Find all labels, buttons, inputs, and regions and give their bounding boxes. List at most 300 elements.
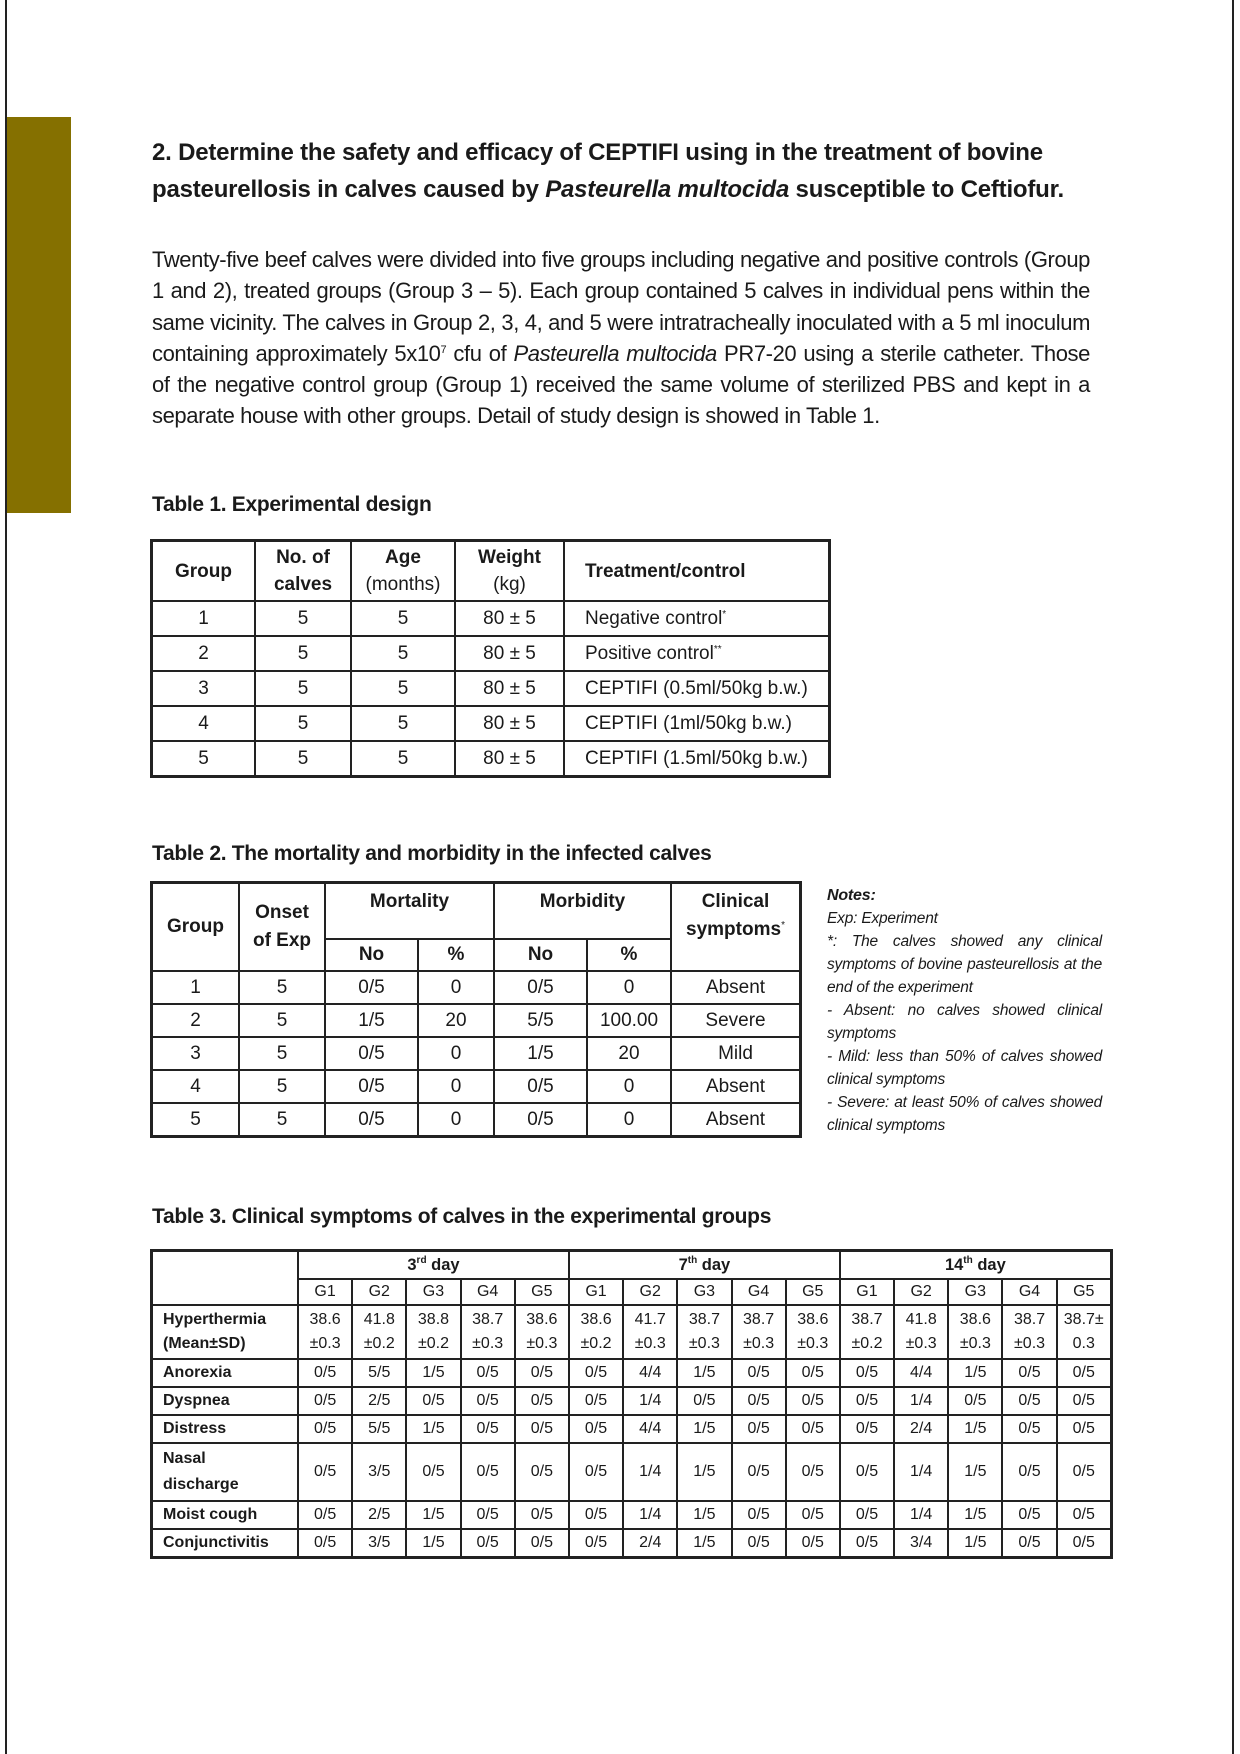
heading-text-end: susceptible to Ceftiofur. — [789, 176, 1064, 203]
t3-cell: 0/5 — [461, 1501, 515, 1529]
t1-treatment-text: CEPTIFI (1ml/50kg b.w.) — [585, 712, 792, 734]
t2-cell-morb-no: 1/5 — [494, 1037, 587, 1070]
t2-cell-morb-pct: 100.00 — [587, 1004, 671, 1037]
t3-cell: 4/4 — [894, 1359, 948, 1387]
t3-cell: 2/4 — [894, 1415, 948, 1443]
t3-cell: 0/5 — [840, 1443, 894, 1501]
t3-cell: 0/5 — [515, 1501, 569, 1529]
t2-header-mortality: Mortality — [325, 883, 494, 939]
t3-cell: 5/5 — [352, 1359, 406, 1387]
t3-cell: 0/5 — [1002, 1501, 1056, 1529]
t3-cell — [352, 1305, 406, 1359]
t2-h-clinical-1: Clinical — [701, 891, 770, 912]
t1-cell-age: 5 — [351, 601, 455, 636]
t3-cell: 1/4 — [894, 1443, 948, 1501]
t2-header-morbidity: Morbidity — [494, 883, 671, 939]
t2-cell-group: 3 — [152, 1037, 239, 1070]
t3-cell: 1/5 — [406, 1415, 460, 1443]
t3-mean: 38.6 — [959, 1311, 991, 1328]
t3-cell: 1/5 — [677, 1443, 731, 1501]
t3-row-label — [152, 1443, 298, 1501]
t3-cell: 0/5 — [406, 1443, 460, 1501]
table3-row — [152, 1443, 1111, 1501]
t1-h-weight-2: (kg) — [493, 574, 526, 595]
t3-day-sup: th — [687, 1254, 698, 1266]
t3-group-header: G1 — [569, 1279, 623, 1305]
t1-cell-group: 1 — [152, 601, 255, 636]
t2-h-clinical-2: symptoms — [686, 919, 782, 940]
t2-cell-mort-pct: 0 — [418, 971, 494, 1004]
t3-cell: 1/4 — [623, 1443, 677, 1501]
note-line: - Absent: no calves showed clinical symptoms — [827, 1002, 1102, 1042]
t3-cell: 3/5 — [352, 1443, 406, 1501]
t3-group-header: G2 — [894, 1279, 948, 1305]
t3-row-label — [152, 1359, 298, 1387]
t3-cell: 0/5 — [1057, 1359, 1111, 1387]
t3-row-label-2: (Mean±SD) — [163, 1335, 246, 1352]
t2-cell-group: 2 — [152, 1004, 239, 1037]
t3-cell: 0/5 — [732, 1501, 786, 1529]
t1-header-group: Group — [152, 541, 255, 601]
t3-cell: 1/5 — [677, 1415, 731, 1443]
t3-sd: ±0.3 — [743, 1335, 775, 1352]
t3-cell: 0/5 — [515, 1387, 569, 1415]
t1-h-age-1: Age — [385, 547, 421, 568]
table1-row — [152, 741, 829, 776]
t3-cell — [623, 1305, 677, 1359]
t3-cell: 1/5 — [677, 1529, 731, 1557]
t3-mean: 41.7 — [634, 1311, 666, 1328]
t1-cell-group: 2 — [152, 636, 255, 671]
t2-cell-mort-no: 0/5 — [325, 971, 418, 1004]
t3-group-header: G5 — [1057, 1279, 1111, 1305]
t3-cell: 0/5 — [1002, 1443, 1056, 1501]
t1-treatment-text: Positive control — [585, 642, 714, 664]
t3-day-label: day — [697, 1255, 731, 1274]
t3-cell: 0/5 — [732, 1529, 786, 1557]
t1-cell-calves: 5 — [255, 601, 351, 636]
table3-row — [152, 1415, 1111, 1443]
t3-group-header: G1 — [298, 1279, 352, 1305]
t1-cell-age: 5 — [351, 741, 455, 776]
t3-mean: 38.7± — [1063, 1311, 1104, 1328]
t3-cell: 0/5 — [732, 1359, 786, 1387]
t3-cell — [786, 1305, 840, 1359]
t3-cell: 0/5 — [515, 1359, 569, 1387]
t3-cell: 0/5 — [515, 1529, 569, 1557]
t2-cell-clinical: Absent — [671, 1103, 800, 1136]
t2-cell-morb-pct: 0 — [587, 1103, 671, 1136]
t3-group-header: G4 — [1002, 1279, 1056, 1305]
t3-cell: 0/5 — [461, 1415, 515, 1443]
note-line: Exp: Experiment — [827, 910, 938, 927]
table2-row — [152, 1070, 800, 1103]
t1-h-age-2: (months) — [365, 574, 441, 595]
t2-cell-clinical: Mild — [671, 1037, 800, 1070]
t1-h-calves-1: No. of — [276, 547, 330, 568]
t3-day-header — [569, 1251, 840, 1279]
t3-sd: 0.3 — [1072, 1335, 1095, 1352]
t2-cell-mort-pct: 0 — [418, 1103, 494, 1136]
t3-row-label-1: Distress — [163, 1420, 227, 1437]
t2-cell-mort-pct: 0 — [418, 1037, 494, 1070]
t3-group-header: G2 — [623, 1279, 677, 1305]
t1-cell-treatment — [564, 601, 829, 636]
t3-row-label-1: Anorexia — [163, 1364, 232, 1381]
t1-cell-treatment — [564, 671, 829, 706]
t3-cell: 0/5 — [786, 1443, 840, 1501]
t2-cell-onset: 5 — [239, 971, 325, 1004]
t1-h-weight-1: Weight — [478, 547, 541, 568]
t2-cell-mort-no: 0/5 — [325, 1103, 418, 1136]
t2-cell-morb-pct: 20 — [587, 1037, 671, 1070]
t3-sd: ±0.3 — [634, 1335, 666, 1352]
t3-cell: 0/5 — [569, 1415, 623, 1443]
t2-cell-clinical: Severe — [671, 1004, 800, 1037]
t3-sd: ±0.3 — [526, 1335, 558, 1352]
table1-header-row — [152, 541, 829, 601]
t3-cell: 0/5 — [461, 1387, 515, 1415]
t3-cell: 1/5 — [948, 1415, 1002, 1443]
para-exponent: 7 — [440, 343, 447, 356]
t2-cell-morb-pct: 0 — [587, 1070, 671, 1103]
t1-cell-calves: 5 — [255, 671, 351, 706]
t3-cell: 0/5 — [1057, 1387, 1111, 1415]
t1-cell-weight: 80 ± 5 — [455, 741, 564, 776]
t3-cell: 0/5 — [786, 1359, 840, 1387]
t1-header-age — [351, 541, 455, 601]
t3-cell — [569, 1305, 623, 1359]
t3-cell: 0/5 — [840, 1387, 894, 1415]
t2-h-clinical-mark: * — [781, 920, 785, 931]
t2-cell-onset: 5 — [239, 1004, 325, 1037]
t3-group-header: G4 — [461, 1279, 515, 1305]
note-line: - Mild: less than 50% of calves showed clinical symptoms — [827, 1048, 1102, 1088]
table3-row — [152, 1529, 1111, 1557]
t2-cell-mort-pct: 0 — [418, 1070, 494, 1103]
t3-cell: 0/5 — [786, 1529, 840, 1557]
t3-group-header: G3 — [948, 1279, 1002, 1305]
t3-cell: 0/5 — [569, 1501, 623, 1529]
t3-group-header: G4 — [732, 1279, 786, 1305]
t2-cell-group: 4 — [152, 1070, 239, 1103]
t3-day-label: day — [972, 1255, 1006, 1274]
t3-cell: 0/5 — [515, 1415, 569, 1443]
t2-cell-mort-no: 0/5 — [325, 1070, 418, 1103]
t2-cell-morb-no: 0/5 — [494, 1070, 587, 1103]
t3-cell — [298, 1305, 352, 1359]
t2-cell-mort-no: 1/5 — [325, 1004, 418, 1037]
t3-cell: 0/5 — [1057, 1501, 1111, 1529]
t3-group-header: G1 — [840, 1279, 894, 1305]
t3-row-label-1: Nasal — [163, 1450, 206, 1467]
t3-row-label-2: discharge — [163, 1476, 239, 1493]
t3-sd: ±0.3 — [797, 1335, 829, 1352]
t3-row-label-1: Dyspnea — [163, 1392, 230, 1409]
t1-treatment-text: CEPTIFI (1.5ml/50kg b.w.) — [585, 747, 808, 769]
table3-title: Table 3. Clinical symptoms of calves in the experimental groups — [152, 1205, 772, 1228]
t2-header-mort-no: No — [325, 939, 418, 971]
t3-cell: 4/4 — [623, 1415, 677, 1443]
t1-treatment-mark: ** — [713, 643, 722, 655]
t3-cell: 1/5 — [948, 1529, 1002, 1557]
t3-cell: 1/4 — [623, 1387, 677, 1415]
t3-cell: 0/5 — [298, 1443, 352, 1501]
t3-day-num: 7 — [678, 1255, 688, 1274]
t3-cell: 0/5 — [569, 1359, 623, 1387]
t3-cell — [1057, 1305, 1111, 1359]
t1-cell-group: 5 — [152, 741, 255, 776]
heading-text: 2. Determine the safety and efficacy of CEPTIFI using in the treatment of bovine pasteurellosis in calves caused by — [152, 139, 1043, 203]
t3-cell: 1/4 — [894, 1387, 948, 1415]
t3-cell: 1/5 — [406, 1359, 460, 1387]
t3-day-sup: th — [963, 1254, 973, 1266]
t3-cell: 1/4 — [623, 1501, 677, 1529]
t3-cell: 1/5 — [406, 1529, 460, 1557]
t2-cell-onset: 5 — [239, 1037, 325, 1070]
t3-cell: 0/5 — [298, 1501, 352, 1529]
t3-sd: ±0.2 — [417, 1335, 449, 1352]
t3-cell: 0/5 — [298, 1387, 352, 1415]
t3-cell: 0/5 — [406, 1387, 460, 1415]
table1-row — [152, 706, 829, 741]
t1-h-calves-2: calves — [273, 574, 333, 595]
t3-day-header — [298, 1251, 569, 1279]
t3-mean: 38.6 — [309, 1311, 341, 1328]
page-border-right — [1232, 0, 1234, 1754]
t3-cell: 0/5 — [677, 1387, 731, 1415]
t1-cell-treatment — [564, 636, 829, 671]
para-text-2: cfu of — [446, 340, 514, 366]
t3-cell: 1/5 — [948, 1501, 1002, 1529]
t2-cell-mort-no: 0/5 — [325, 1037, 418, 1070]
heading-species: Pasteurella multocida — [545, 176, 790, 203]
t2-h-onset-1: Onset — [255, 902, 309, 923]
t3-cell: 0/5 — [569, 1529, 623, 1557]
t3-day-num: 3 — [407, 1255, 417, 1274]
t3-cell: 0/5 — [1002, 1387, 1056, 1415]
t3-cell: 1/5 — [677, 1501, 731, 1529]
table2-notes — [827, 884, 1102, 1137]
t3-cell: 0/5 — [786, 1501, 840, 1529]
table2-row — [152, 1103, 800, 1136]
para-text-1: Twenty-five beef calves were divided into five groups including negative and positive controls (Group 1 and 2), treated groups (Group 3 – 5). Each group contained 5 calves in individual pens within the same vicinity. The calves in Group 2, 3, 4, and 5 were intratracheally inoculated with a 5 ml inoculum containing approximately 5x10 — [152, 247, 1090, 366]
t3-cell: 2/5 — [352, 1387, 406, 1415]
t3-cell — [894, 1305, 948, 1359]
t2-cell-group: 1 — [152, 971, 239, 1004]
t3-cell: 0/5 — [298, 1529, 352, 1557]
table1-title: Table 1. Experimental design — [152, 493, 432, 516]
t3-cell: 0/5 — [1002, 1529, 1056, 1557]
t3-mean: 38.8 — [417, 1311, 450, 1328]
table3-row — [152, 1501, 1111, 1529]
t3-mean: 38.6 — [797, 1311, 829, 1328]
t2-cell-onset: 5 — [239, 1070, 325, 1103]
t3-cell: 0/5 — [840, 1415, 894, 1443]
t2-cell-morb-pct: 0 — [587, 971, 671, 1004]
t3-row-label — [152, 1529, 298, 1557]
t3-row-label-1: Conjunctivitis — [163, 1534, 269, 1551]
t3-mean: 41.8 — [905, 1311, 937, 1328]
t3-sd: ±0.3 — [959, 1335, 991, 1352]
t2-cell-onset: 5 — [239, 1103, 325, 1136]
table3-day-header-row — [152, 1251, 1111, 1279]
section-heading — [152, 134, 1082, 208]
t1-cell-calves: 5 — [255, 636, 351, 671]
t1-cell-age: 5 — [351, 706, 455, 741]
t3-sd: ±0.2 — [363, 1335, 395, 1352]
t3-cell: 0/5 — [1057, 1443, 1111, 1501]
t3-row-label-1: Moist cough — [163, 1506, 258, 1523]
t3-group-header: G5 — [515, 1279, 569, 1305]
t2-cell-mort-pct: 20 — [418, 1004, 494, 1037]
t3-cell: 0/5 — [461, 1443, 515, 1501]
t2-cell-clinical: Absent — [671, 971, 800, 1004]
t2-header-mort-pct: % — [418, 939, 494, 971]
t1-cell-treatment — [564, 741, 829, 776]
t3-cell: 3/5 — [352, 1529, 406, 1557]
t3-cell — [677, 1305, 731, 1359]
t3-cell: 0/5 — [1002, 1415, 1056, 1443]
t1-cell-weight: 80 ± 5 — [455, 601, 564, 636]
table1-row — [152, 671, 829, 706]
t3-cell — [515, 1305, 569, 1359]
t2-cell-morb-no: 0/5 — [494, 971, 587, 1004]
t3-cell: 5/5 — [352, 1415, 406, 1443]
t3-cell — [732, 1305, 786, 1359]
t3-cell: 0/5 — [840, 1501, 894, 1529]
t2-cell-morb-no: 5/5 — [494, 1004, 587, 1037]
intro-paragraph — [152, 244, 1090, 432]
t1-cell-calves: 5 — [255, 741, 351, 776]
t1-treatment-text: Negative control — [585, 607, 723, 629]
t3-row-label — [152, 1387, 298, 1415]
table3-row — [152, 1305, 1111, 1359]
note-line: - Severe: at least 50% of calves showed clinical symptoms — [827, 1094, 1102, 1134]
t3-cell: 0/5 — [840, 1529, 894, 1557]
t1-cell-group: 3 — [152, 671, 255, 706]
table2-row — [152, 1004, 800, 1037]
table2-title: Table 2. The mortality and morbidity in the infected calves — [152, 842, 712, 865]
t3-sd: ±0.3 — [472, 1335, 504, 1352]
t3-sd: ±0.3 — [905, 1335, 937, 1352]
t1-cell-group: 4 — [152, 706, 255, 741]
t3-cell — [948, 1305, 1002, 1359]
t2-cell-morb-no: 0/5 — [494, 1103, 587, 1136]
t3-cell: 1/5 — [948, 1359, 1002, 1387]
t3-day-num: 14 — [944, 1255, 964, 1274]
t1-cell-weight: 80 ± 5 — [455, 706, 564, 741]
t3-cell: 1/5 — [948, 1443, 1002, 1501]
table3-clinical-symptoms — [151, 1250, 1112, 1558]
t1-header-weight — [455, 541, 564, 601]
t3-cell: 0/5 — [1002, 1359, 1056, 1387]
t3-cell: 0/5 — [515, 1443, 569, 1501]
t3-mean: 38.6 — [580, 1311, 612, 1328]
t3-cell: 0/5 — [732, 1415, 786, 1443]
table3-row — [152, 1387, 1111, 1415]
table2-row — [152, 1037, 800, 1070]
t1-cell-weight: 80 ± 5 — [455, 671, 564, 706]
para-species: Pasteurella multocida — [513, 340, 717, 366]
t2-cell-group: 5 — [152, 1103, 239, 1136]
table1-row — [152, 636, 829, 671]
t3-mean: 38.7 — [743, 1311, 775, 1328]
t3-mean: 38.7 — [688, 1311, 720, 1328]
t3-group-header: G2 — [352, 1279, 406, 1305]
t3-cell: 0/5 — [298, 1359, 352, 1387]
t2-header-onset — [239, 883, 325, 971]
t3-day-header — [840, 1251, 1111, 1279]
t3-cell: 0/5 — [461, 1359, 515, 1387]
t3-row-label — [152, 1501, 298, 1529]
t3-row-label — [152, 1415, 298, 1443]
t3-mean: 41.8 — [363, 1311, 395, 1328]
t3-group-header: G3 — [677, 1279, 731, 1305]
t3-cell: 0/5 — [732, 1443, 786, 1501]
notes-title: Notes: — [827, 887, 876, 904]
t2-header-clinical — [671, 883, 800, 971]
t3-cell: 3/4 — [894, 1529, 948, 1557]
t3-sd: ±0.2 — [851, 1335, 883, 1352]
t3-cell: 0/5 — [786, 1415, 840, 1443]
t3-mean: 38.6 — [526, 1311, 558, 1328]
t3-cell: 4/4 — [623, 1359, 677, 1387]
t3-cell: 0/5 — [1057, 1529, 1111, 1557]
t3-row-label-1: Hyperthermia — [163, 1311, 267, 1328]
t1-header-calves — [255, 541, 351, 601]
t2-header-morb-no: No — [494, 939, 587, 971]
t3-sd: ±0.3 — [1014, 1335, 1046, 1352]
table1-row — [152, 601, 829, 636]
note-line: *: The calves showed any clinical symptoms of bovine pasteurellosis at the end of the experiment — [827, 933, 1102, 996]
t3-cell: 0/5 — [948, 1387, 1002, 1415]
t3-cell — [461, 1305, 515, 1359]
t2-header-morb-pct: % — [587, 939, 671, 971]
t3-group-header: G5 — [786, 1279, 840, 1305]
t2-h-onset-2: of Exp — [252, 930, 312, 951]
t3-cell: 0/5 — [786, 1387, 840, 1415]
t1-cell-age: 5 — [351, 671, 455, 706]
t3-day-sup: rd — [416, 1254, 427, 1266]
t3-sd: ±0.2 — [580, 1335, 612, 1352]
t3-cell — [1002, 1305, 1056, 1359]
t1-cell-age: 5 — [351, 636, 455, 671]
t3-corner-cell — [152, 1251, 298, 1305]
t3-cell: 0/5 — [569, 1387, 623, 1415]
t1-treatment-text: CEPTIFI (0.5ml/50kg b.w.) — [585, 677, 808, 699]
t1-cell-weight: 80 ± 5 — [455, 636, 564, 671]
t3-mean: 38.7 — [851, 1311, 883, 1328]
t3-cell: 0/5 — [732, 1387, 786, 1415]
table2-row — [152, 971, 800, 1004]
table2-mortality-morbidity — [151, 882, 801, 1137]
t3-cell: 1/4 — [894, 1501, 948, 1529]
t3-cell: 1/5 — [406, 1501, 460, 1529]
t3-cell — [840, 1305, 894, 1359]
t1-cell-calves: 5 — [255, 706, 351, 741]
t1-header-treatment: Treatment/control — [564, 541, 829, 601]
t3-cell: 0/5 — [840, 1359, 894, 1387]
t3-group-header: G3 — [406, 1279, 460, 1305]
t1-treatment-mark: * — [722, 608, 727, 620]
t3-cell: 0/5 — [1057, 1415, 1111, 1443]
t3-mean: 38.7 — [472, 1311, 504, 1328]
t3-row-label — [152, 1305, 298, 1359]
t3-mean: 38.7 — [1013, 1311, 1046, 1328]
t3-cell: 1/5 — [677, 1359, 731, 1387]
t3-cell: 2/5 — [352, 1501, 406, 1529]
